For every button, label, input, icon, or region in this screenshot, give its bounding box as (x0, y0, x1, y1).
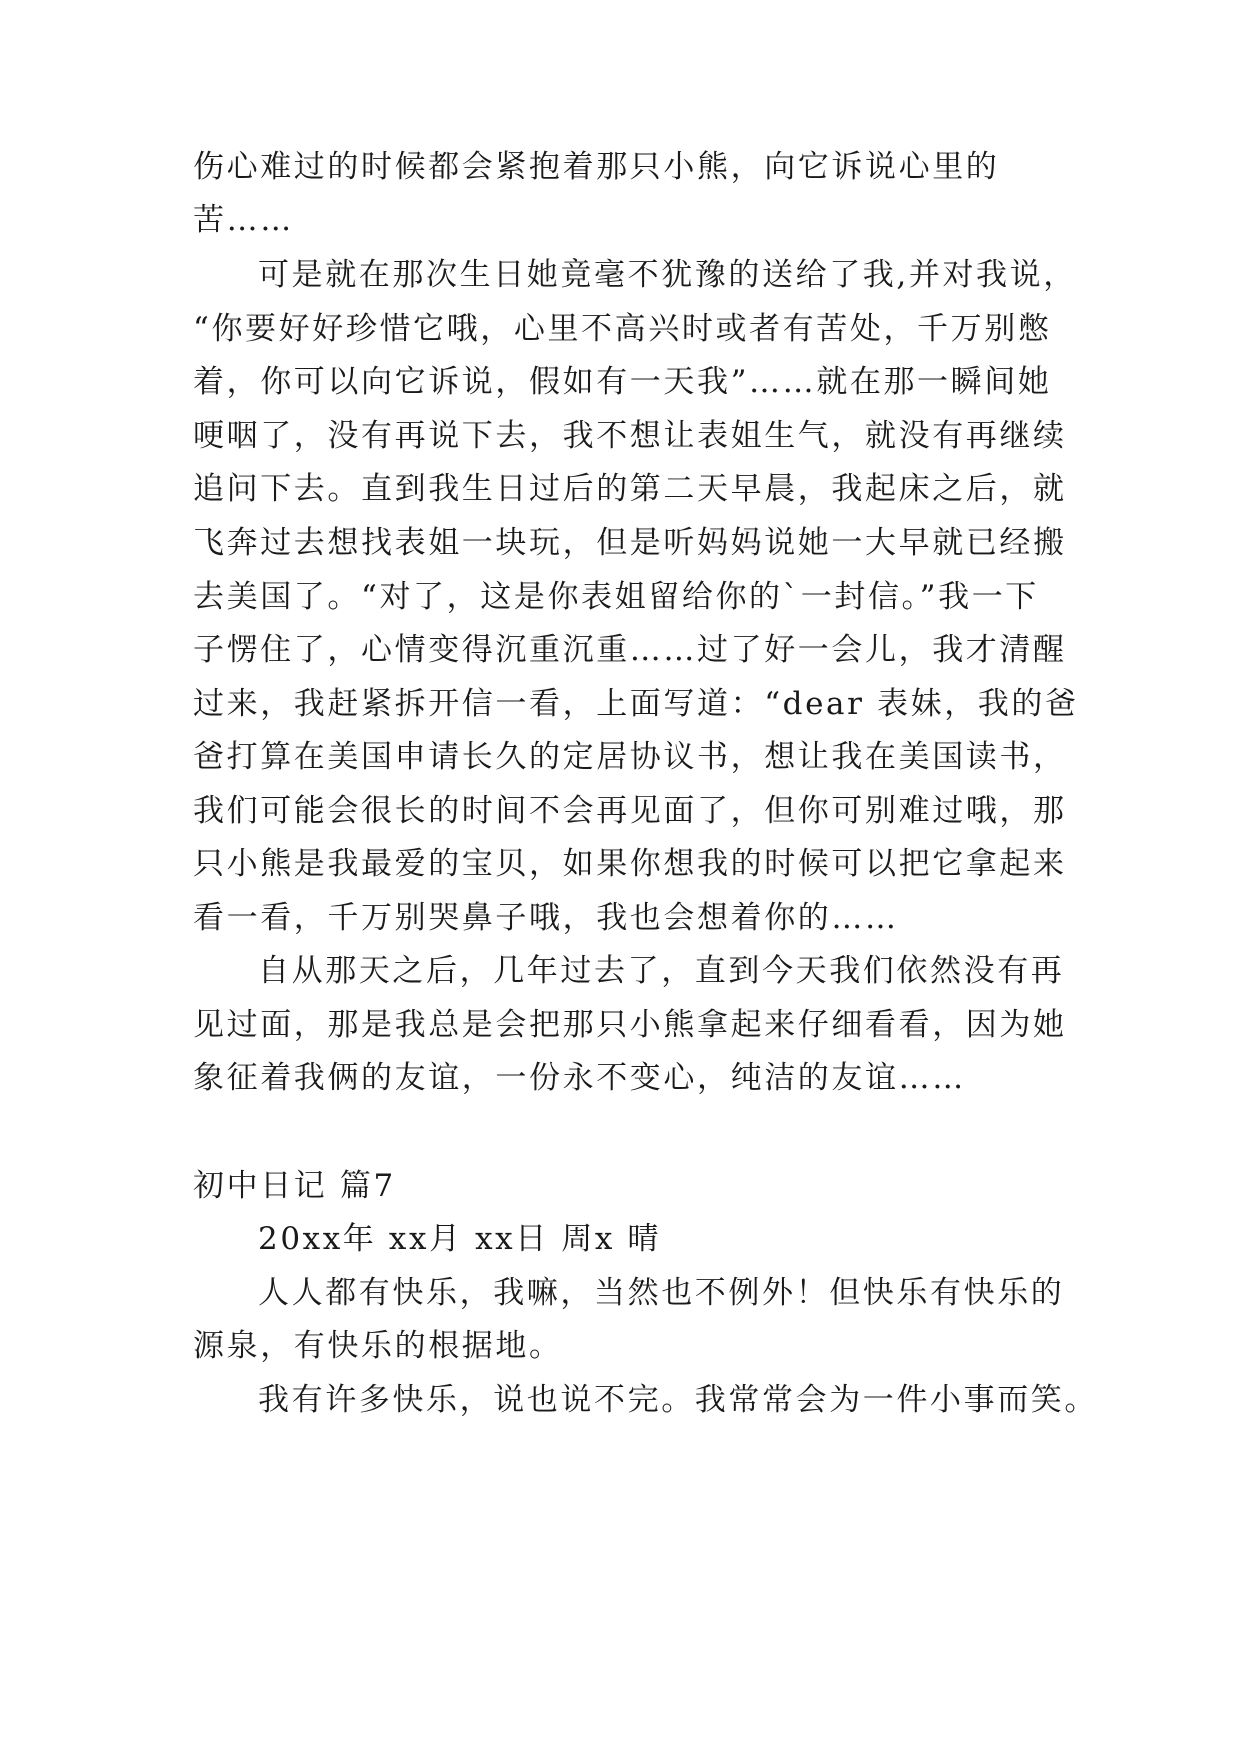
paragraph-line: 象征着我俩的友谊，一份永不变心，纯洁的友谊…… (193, 1060, 966, 1096)
paragraph-line: 苦…… (193, 202, 294, 238)
diary-date: 20xx年 xx月 xx日 周x 晴 (258, 1221, 662, 1257)
paragraph-line: 爸打算在美国申请长久的定居协议书，想让我在美国读书， (193, 739, 1067, 775)
paragraph-line: 源泉，有快乐的根据地。 (193, 1328, 563, 1364)
paragraph-line: 我们可能会很长的时间不会再见面了，但你可别难过哦，那 (193, 793, 1067, 829)
paragraph-line: 伤心难过的时候都会紧抱着那只小熊，向它诉说心里的 (193, 149, 1000, 185)
paragraph-line: 自从那天之后，几年过去了，直到今天我们依然没有再 (258, 953, 1065, 989)
paragraph-line: 见过面，那是我总是会把那只小熊拿起来仔细看看，因为她 (193, 1007, 1067, 1043)
paragraph-line: 子愣住了，心情变得沉重沉重……过了好一会儿，我才清醒 (193, 632, 1067, 668)
paragraph-line: 人人都有快乐，我嘛，当然也不例外！但快乐有快乐的 (258, 1275, 1065, 1311)
paragraph-line: 我有许多快乐，说也说不完。我常常会为一件小事而笑。 (258, 1382, 1098, 1418)
paragraph-line: 看一看，千万别哭鼻子哦，我也会想着你的…… (193, 900, 899, 936)
paragraph-line: 只小熊是我最爱的宝贝，如果你想我的时候可以把它拿起来 (193, 846, 1067, 882)
paragraph-line: 去美国了。“对了，这是你表姐留给你的`一封信。”我一下 (193, 579, 1039, 615)
paragraph-line: 着，你可以向它诉说，假如有一天我”……就在那一瞬间她 (193, 364, 1052, 400)
paragraph-line: 可是就在那次生日她竟毫不犹豫的送给了我,并对我说， (258, 257, 1077, 293)
paragraph-line: 追问下去。直到我生日过后的第二天早晨，我起床之后，就 (193, 471, 1067, 507)
paragraph-line: “你要好好珍惜它哦，心里不高兴时或者有苦处，千万别憋 (193, 311, 1052, 347)
paragraph-line: 过来，我赶紧拆开信一看，上面写道：“dear 表妹，我的爸 (193, 686, 1079, 722)
paragraph-line: 哽咽了，没有再说下去，我不想让表姐生气，就没有再继续 (193, 418, 1067, 454)
paragraph-line: 飞奔过去想找表姐一块玩，但是听妈妈说她一大早就已经搬 (193, 525, 1067, 561)
section-heading: 初中日记 篇7 (193, 1168, 396, 1204)
